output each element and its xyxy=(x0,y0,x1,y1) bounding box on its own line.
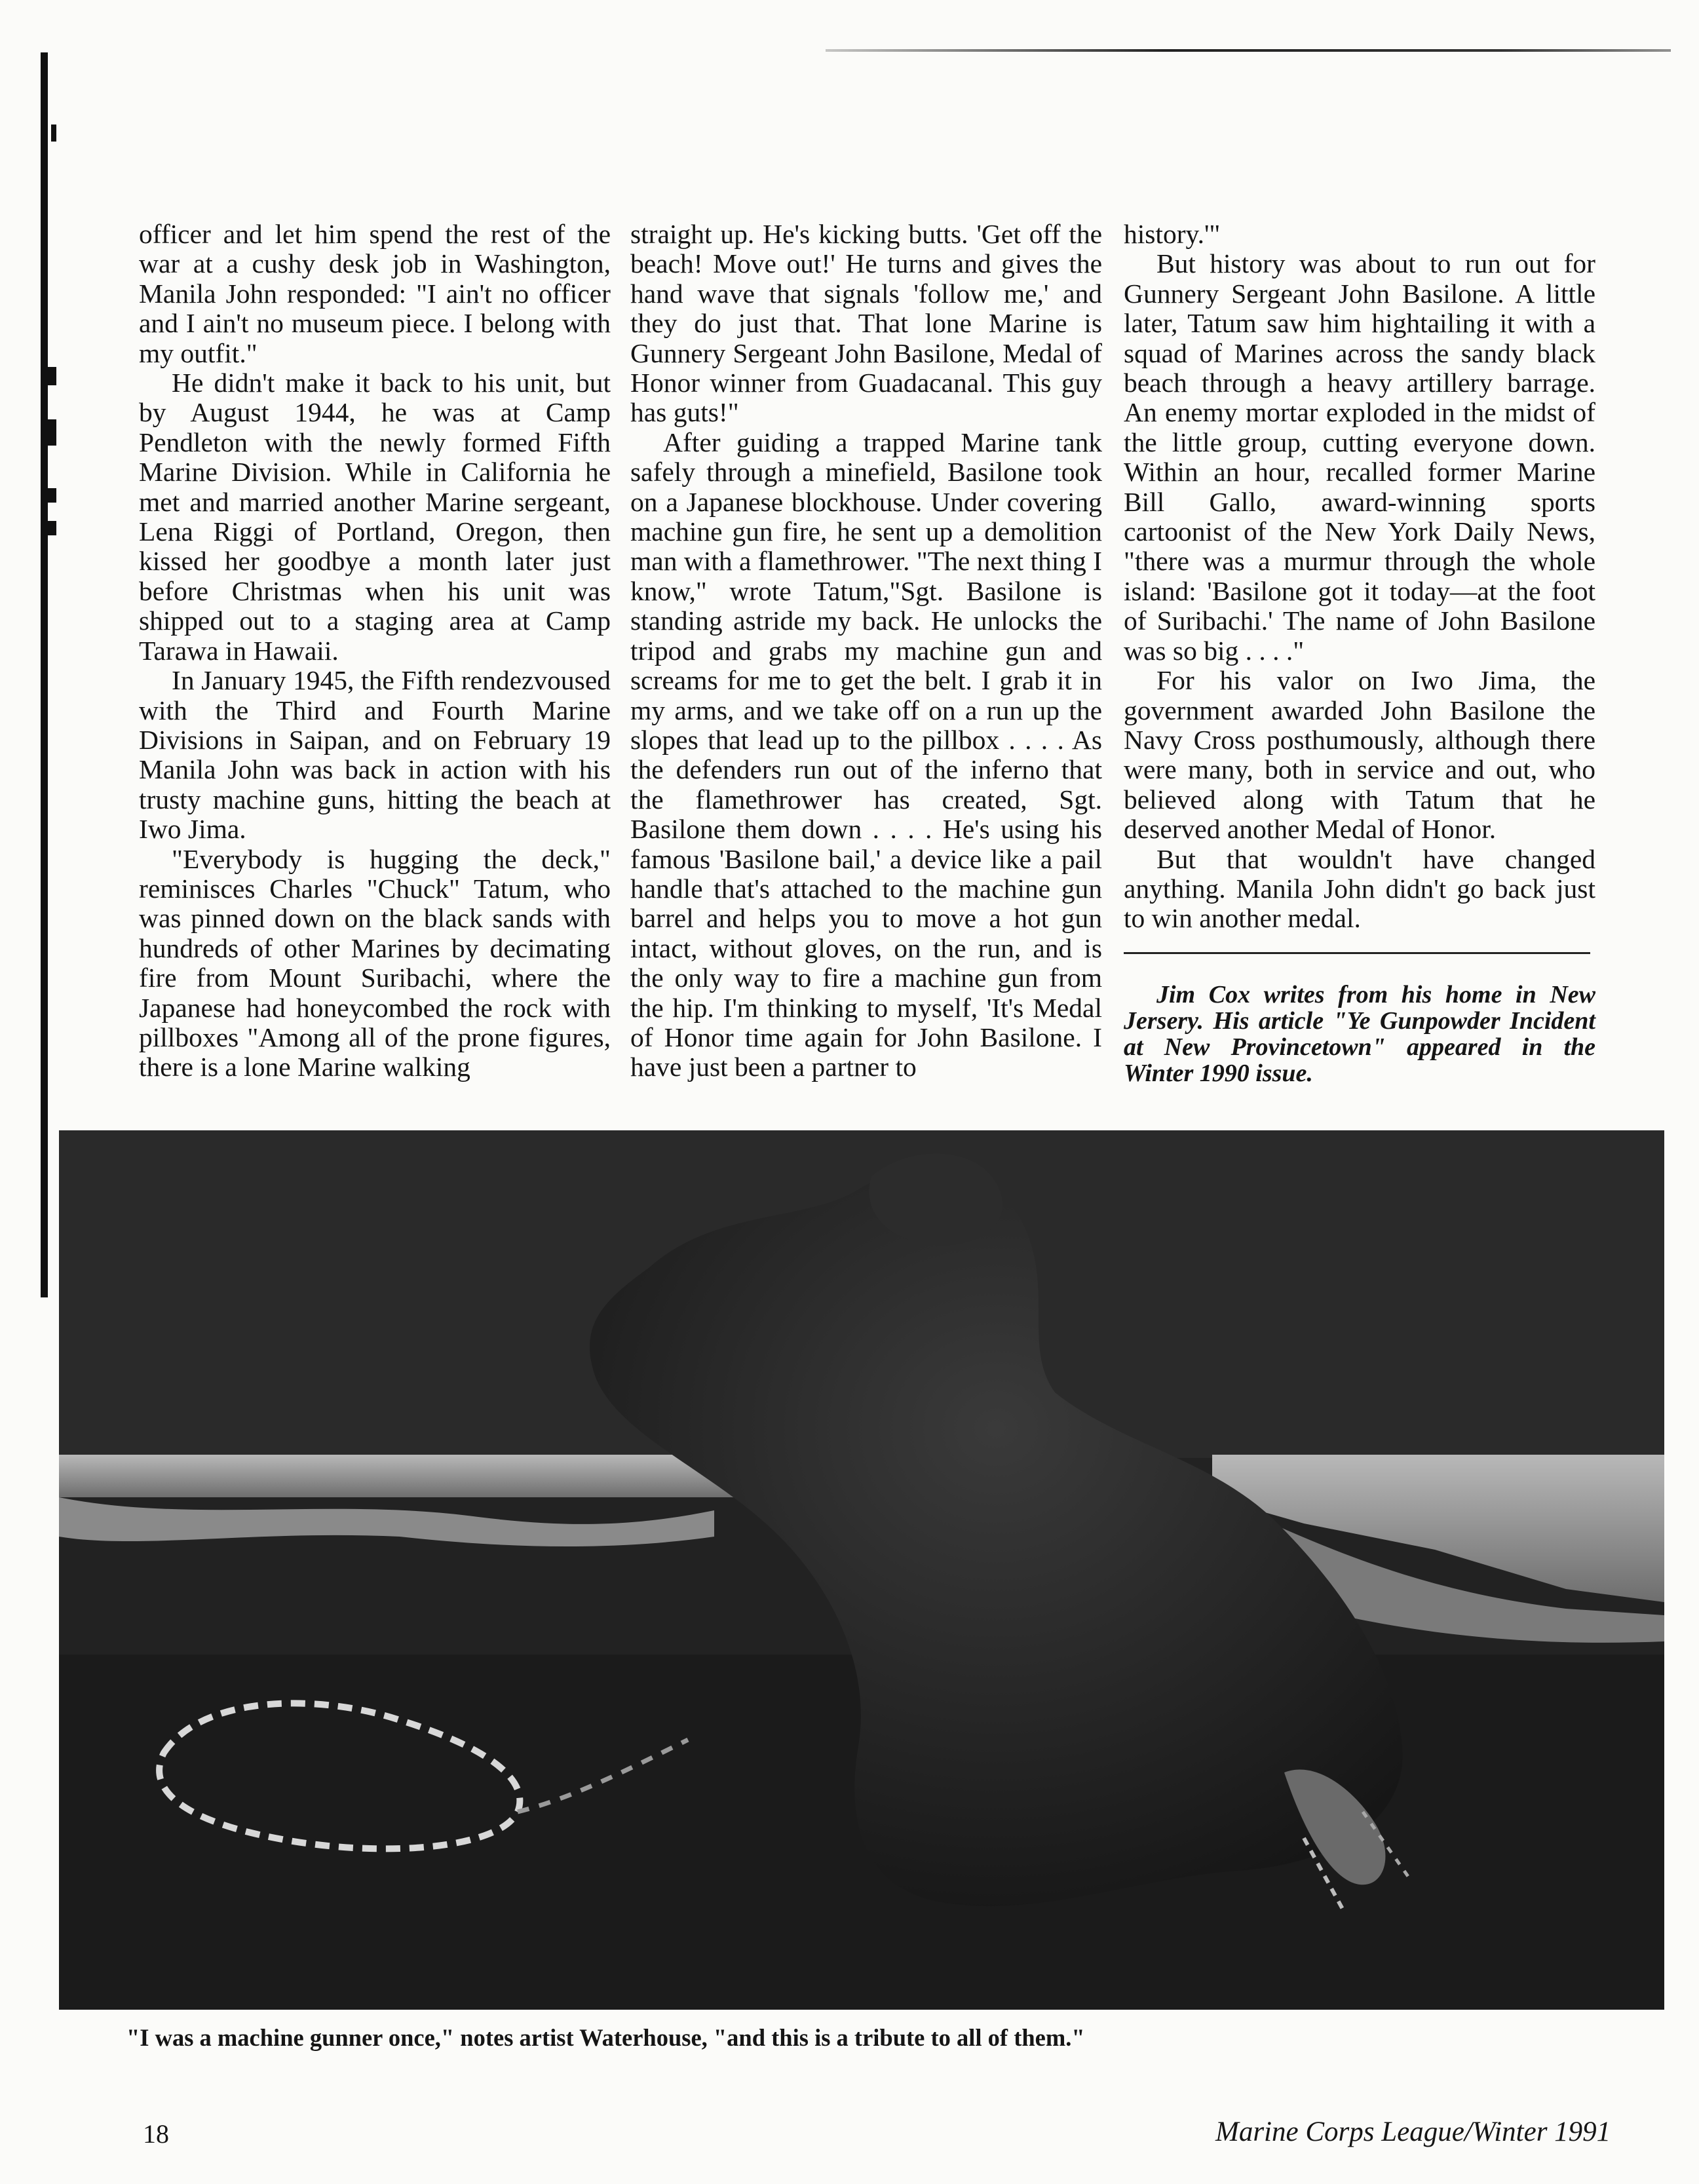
paragraph: "Everybody is hugging the deck," reminisces Charles "Chuck" Tatum, who was pinned down on the black sands with hundreds of other Marines by decimating fire from Mount Suribachi, where the Japanese had honeycombed the rock with pillboxes "Among all of the prone figures, there is a lone Marine walking xyxy=(139,843,611,1082)
machine-gunner-illustration xyxy=(59,1130,1664,2010)
paragraph: For his valor on Iwo Jima, the government awarded John Basilone the Navy Cross posthumously, although there were many, both in service and out, who believed along with Tatum that he deserved another Medal of Honor. xyxy=(1124,665,1595,845)
article-column-1 xyxy=(139,220,611,1082)
scan-edge-mark xyxy=(47,419,56,446)
paragraph: In January 1945, the Fifth rendezvoused with the Third and Fourth Marine Divisions in Saipan, and on February 19 Manila John was back in action with his trusty machine guns, hitting the beach at Iwo Jima. xyxy=(139,665,611,845)
author-bio: Jim Cox writes from his home in New Jersery. His article "Ye Gunpowder Incident at New Provincetown" appeared in the Winter 1990 issue. xyxy=(1124,980,1595,1087)
article-column-2 xyxy=(630,220,1102,1082)
scan-edge-bar xyxy=(41,52,48,1297)
paragraph: straight up. He's kicking butts. 'Get off the beach! Move out!' He turns and gives the hand wave that signals 'follow me,' and they do just that. That lone Marine is Gunnery Sergeant John Basilone, Medal of Honor winner from Guadacanal. This guy has guts!" xyxy=(630,219,1102,428)
scan-edge-mark xyxy=(47,367,56,385)
paragraph: history.'" xyxy=(1124,219,1221,249)
paragraph: officer and let him spend the rest of the war at a cushy desk job in Washington, Manila John responded: "I ain't no officer and I ain't no museum piece. I belong with my outfit." xyxy=(139,219,611,368)
scan-edge-mark xyxy=(51,125,56,142)
scan-edge-mark xyxy=(47,521,56,535)
page-number: 18 xyxy=(143,2119,169,2149)
article-column-3 xyxy=(1124,220,1595,1086)
illustration-caption: "I was a machine gunner once," notes artist Waterhouse, "and this is a tribute to all of them." xyxy=(126,2024,1085,2051)
paragraph: He didn't make it back to his unit, but by August 1944, he was at Camp Pendleton with the newly formed Fifth Marine Division. While in California he met and married another Marine sergeant, Lena Riggi of Portland, Oregon, then kissed her goodbye a month later just before Christmas when his unit was shipped out to a staging area at Camp Tarawa in Hawaii. xyxy=(139,368,611,666)
paragraph: But history was about to run out for Gunnery Sergeant John Basilone. A little later, Tatum saw him hightailing it with a squad of Marines across the sandy black beach through a heavy artillery barrage. An enemy mortar exploded in the midst of the little group, cutting everyone down. Within an hour, recalled former Marine Bill Gallo, award-winning sports cartoonist of the New York Daily News, "there was a murmur through the whole island: 'Basilone got it today—at the foot of Suribachi.' The name of John Basilone was so big . . . ." xyxy=(1124,248,1595,666)
publication-footer: Marine Corps League/Winter 1991 xyxy=(1215,2117,1611,2147)
bio-divider xyxy=(1124,952,1590,954)
header-rule xyxy=(826,49,1671,52)
paragraph: But that wouldn't have changed anything. Manila John didn't go back just to win another medal. xyxy=(1124,843,1595,934)
paragraph: After guiding a trapped Marine tank safely through a minefield, Basilone took on a Japanese blockhouse. Under covering machine gun fire, he sent up a demolition man with a flamethrower. "The next thing I know," wrote Tatum,"Sgt. Basilone is standing astride my back. He unlocks the tripod and grabs my machine gun and screams for me to get the belt. I grab it in my arms, and we take off on a run up the slopes that lead up to the pillbox . . . . As the defenders run out of the inferno that the flamethrower has created, Sgt. Basilone them down . . . . He's using his famous 'Basilone bail,' a device like a pail handle that's attached to the machine gun barrel and helps you to move a hot gun intact, without gloves, on the run, and is the only way to fire a machine gun from the hip. I'm thinking to myself, 'It's Medal of Honor time again for John Basilone. I have just been a partner to xyxy=(630,427,1102,1082)
scan-edge-mark xyxy=(47,488,56,503)
